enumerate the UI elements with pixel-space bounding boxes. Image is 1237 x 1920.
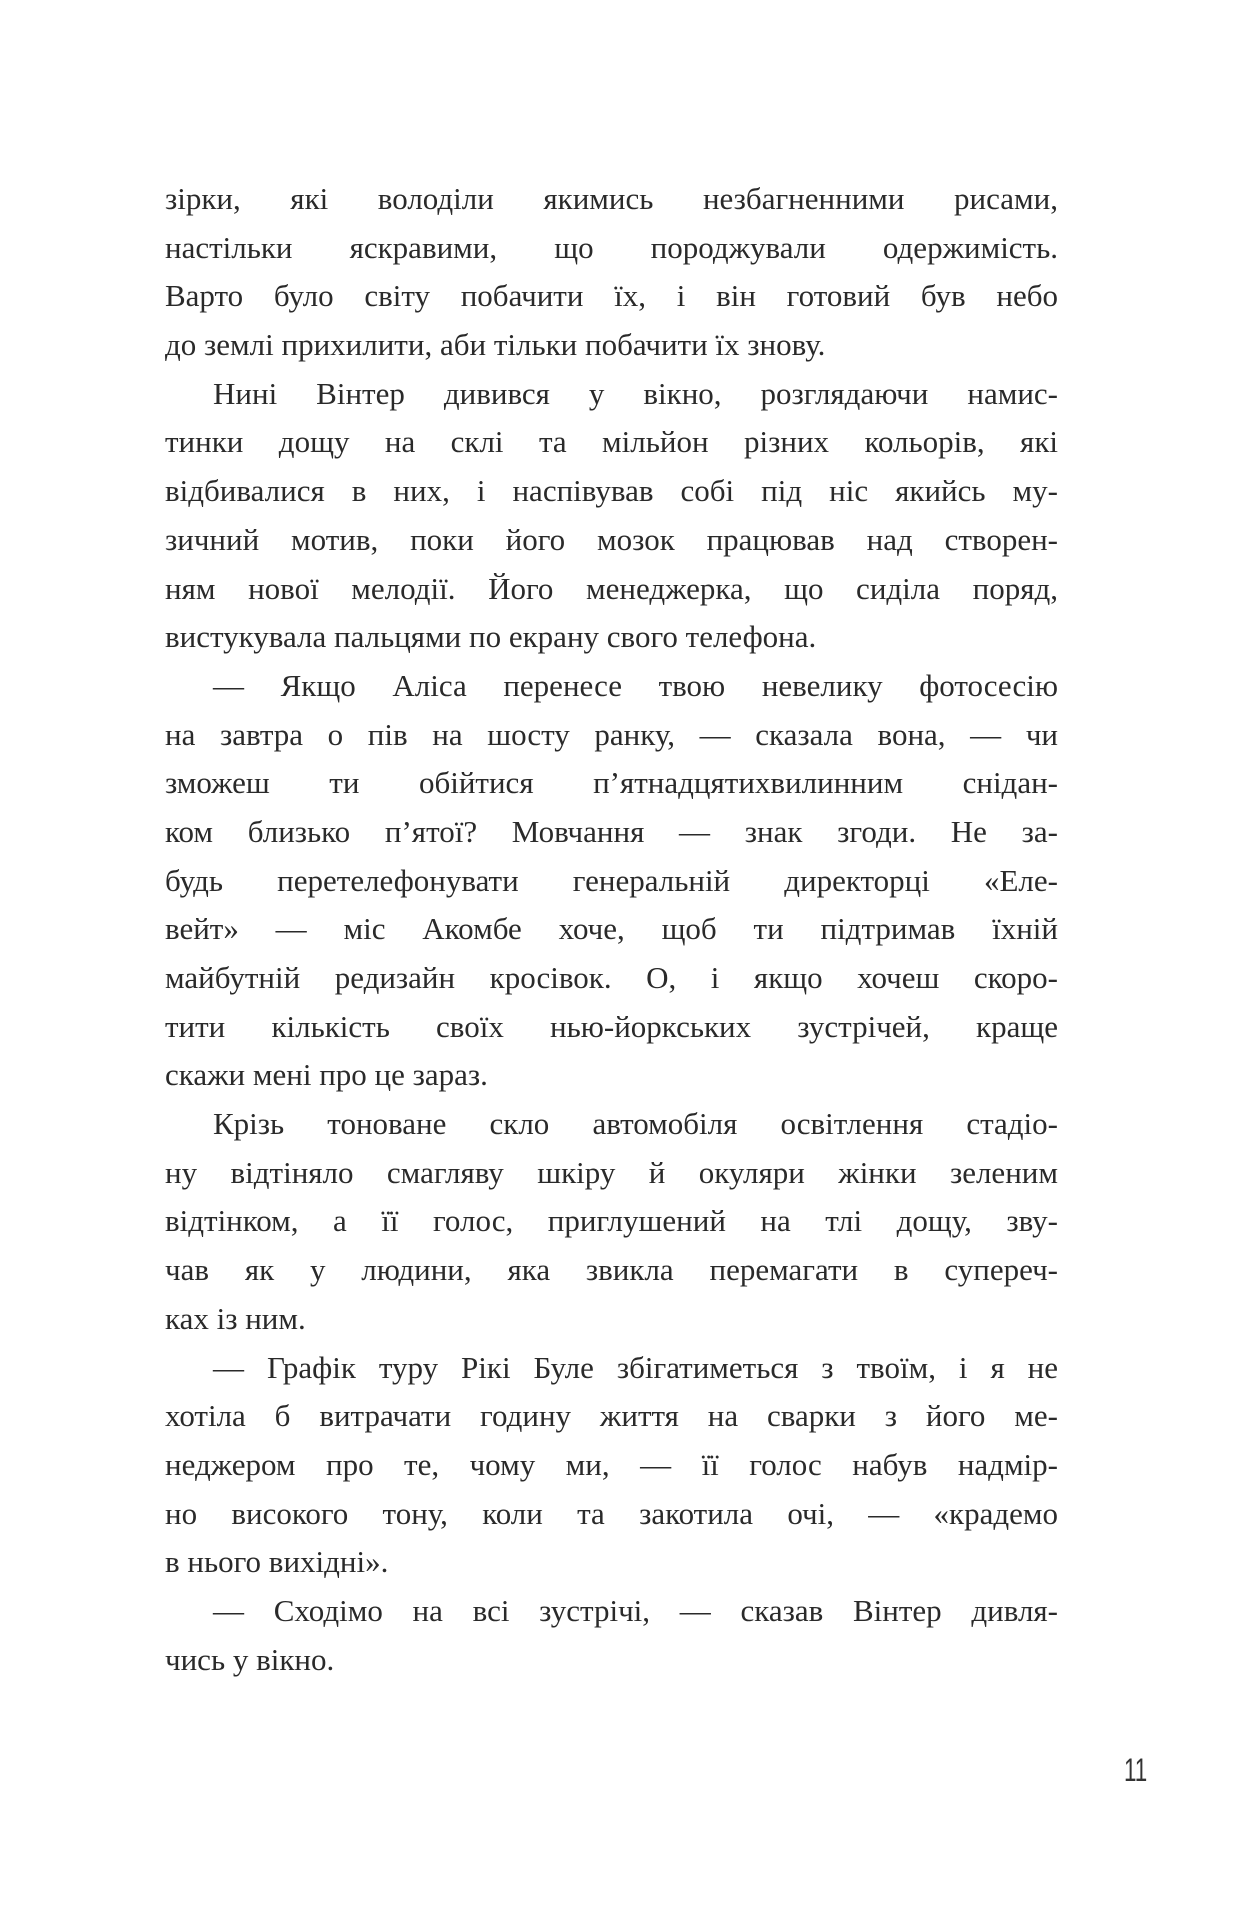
text-line: відтінком, а її голос, приглушений на тлі дощу, зву- (165, 1203, 1058, 1239)
text-line: неджером про те, чому ми, — її голос набув надмір- (165, 1446, 1058, 1482)
text-line: вистукувала пальцями по екрану свого телефона. (165, 619, 817, 655)
text-line: ну відтіняло смагляву шкіру й окуляри жінки зеленим (165, 1154, 1058, 1190)
text-line: настільки яскравими, що породжували одержимість. (165, 229, 1058, 265)
page-body-text (165, 175, 1058, 1684)
text-line: ках із ним. (165, 1300, 306, 1336)
text-line: чав як у людини, яка звикла перемагати в супереч- (165, 1252, 1058, 1288)
text-line: на завтра о пів на шосту ранку, — сказала вона, — чи (165, 716, 1058, 752)
text-line: тити кількість своїх нью-йоркських зустрічей, краще (165, 1008, 1058, 1044)
text-line: зможеш ти обійтися п’ятнадцятихвилинним снідан- (165, 765, 1058, 801)
paragraph (165, 1587, 1058, 1684)
text-line: зичний мотив, поки його мозок працював над створен- (165, 521, 1058, 557)
text-line: в нього вихідні». (165, 1544, 389, 1580)
text-line: чись у вікно. (165, 1641, 335, 1677)
text-line: ням нової мелодії. Його менеджерка, що сиділа поряд, (165, 570, 1058, 606)
text-line: скажи мені про це зараз. (165, 1057, 488, 1093)
text-line: но високого тону, коли та закотила очі, — «крадемо (165, 1495, 1058, 1531)
text-line: — Графік туру Рікі Буле збігатиметься з твоїм, і я не (213, 1349, 1058, 1385)
paragraph (165, 175, 1058, 370)
text-line: Варто було світу побачити їх, і він готовий був небо (165, 278, 1058, 314)
text-line: до землі прихилити, аби тільки побачити їх знову. (165, 327, 826, 363)
text-line: — Якщо Аліса перенесе твою невелику фотосесію (213, 667, 1058, 703)
text-line: зірки, які володіли якимись незбагненними рисами, (165, 181, 1058, 216)
page-number: 11 (1124, 1752, 1148, 1788)
text-line: тинки дощу на склі та мільйон різних кольорів, які (165, 424, 1058, 460)
text-line: вейт» — міс Акомбе хоче, щоб ти підтримав їхній (165, 911, 1058, 947)
text-line: Крізь тоноване скло автомобіля освітлення стадіо- (213, 1106, 1058, 1142)
text-line: — Сходімо на всі зустрічі, — сказав Вінтер дивля- (213, 1592, 1058, 1628)
text-line: Нині Вінтер дивився у вікно, розглядаючи намис- (213, 375, 1058, 411)
text-line: хотіла б витрачати годину життя на сварки з його ме- (165, 1398, 1058, 1434)
paragraph (165, 1344, 1058, 1587)
text-line: ком близько п’ятої? Мовчання — знак згоди. Не за- (165, 813, 1058, 849)
text-line: будь перетелефонувати генеральній директорці «Еле- (165, 862, 1058, 898)
paragraph (165, 370, 1058, 662)
paragraph (165, 1100, 1058, 1343)
paragraph (165, 662, 1058, 1100)
text-line: майбутній редизайн кросівок. О, і якщо хочеш скоро- (165, 960, 1058, 995)
text-line: відбивалися в них, і наспівував собі під ніс якийсь му- (165, 473, 1058, 509)
